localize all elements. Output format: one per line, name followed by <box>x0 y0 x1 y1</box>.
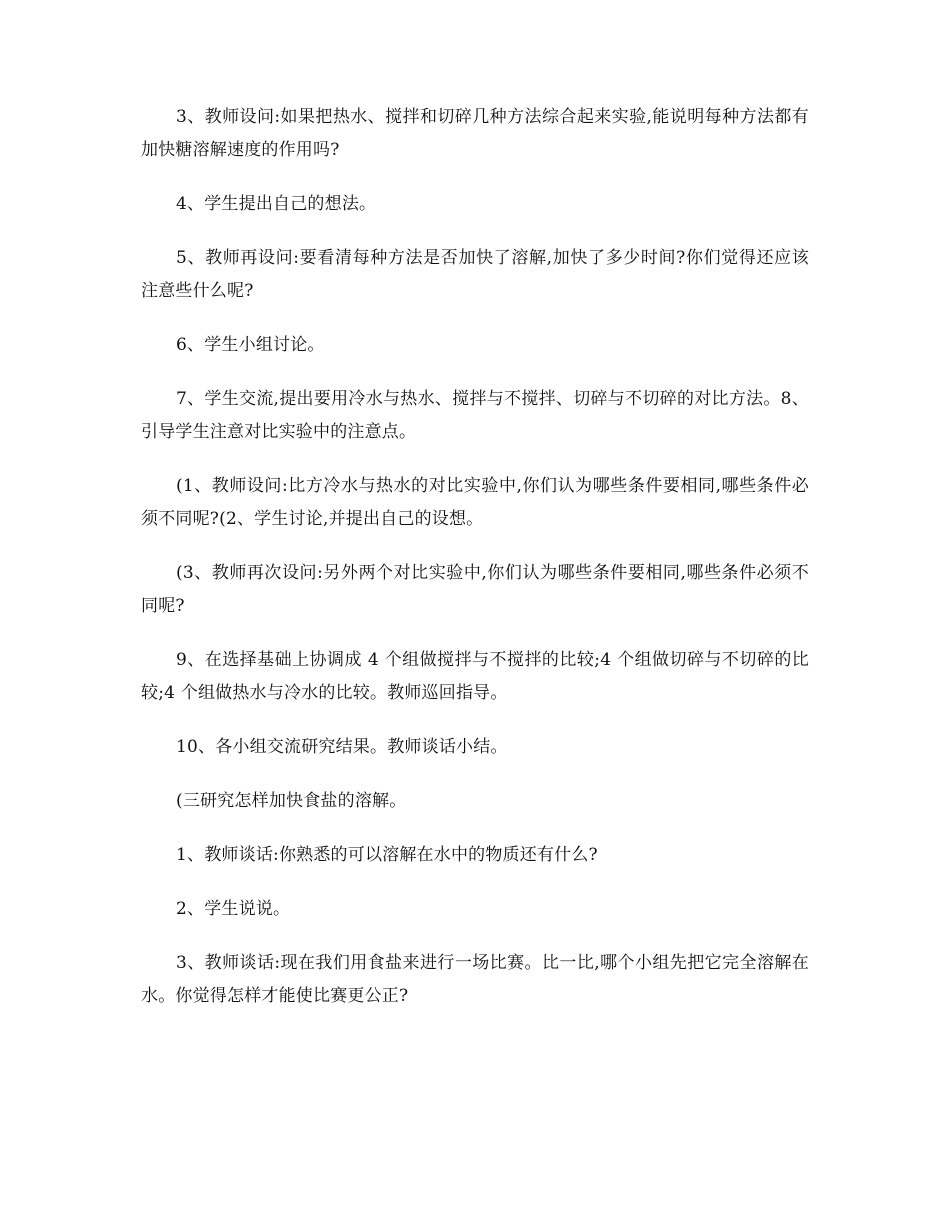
paragraph: 4、学生提出自己的想法。 <box>176 194 377 214</box>
paragraph: 6、学生小组讨论。 <box>176 335 325 355</box>
paragraph: (1、教师设问:比方冷水与热水的对比实验中,你们认为哪些条件要相同,哪些条件必须不同呢?(2、学生讨论,并提出自己的设想。 <box>141 476 809 529</box>
paragraph: 3、教师设问:如果把热水、搅拌和切碎几种方法综合起来实验,能说明每种方法都有加快糖溶解速度的作用吗? <box>141 107 809 160</box>
paragraph: (3、教师再次设问:另外两个对比实验中,你们认为哪些条件要相同,哪些条件必须不同呢? <box>141 563 809 616</box>
document-page <box>141 101 809 1034</box>
paragraph: 9、在选择基础上协调成 4 个组做搅拌与不搅拌的比较;4 个组做切碎与不切碎的比较;4 个组做热水与冷水的比较。教师巡回指导。 <box>141 650 809 703</box>
paragraph: 1、教师谈话:你熟悉的可以溶解在水中的物质还有什么? <box>176 845 598 865</box>
paragraph: 10、各小组交流研究结果。教师谈话小结。 <box>176 737 508 757</box>
paragraph: 5、教师再设问:要看清每种方法是否加快了溶解,加快了多少时间?你们觉得还应该注意些什么呢? <box>141 248 809 301</box>
paragraph: (三研究怎样加快食盐的溶解。 <box>176 791 407 811</box>
paragraph: 3、教师谈话:现在我们用食盐来进行一场比赛。比一比,哪个小组先把它完全溶解在水。你觉得怎样才能使比赛更公正? <box>141 953 809 1006</box>
paragraph: 2、学生说说。 <box>176 899 291 919</box>
paragraph: 7、学生交流,提出要用冷水与热水、搅拌与不搅拌、切碎与不切碎的对比方法。8、引导学生注意对比实验中的注意点。 <box>141 389 809 442</box>
